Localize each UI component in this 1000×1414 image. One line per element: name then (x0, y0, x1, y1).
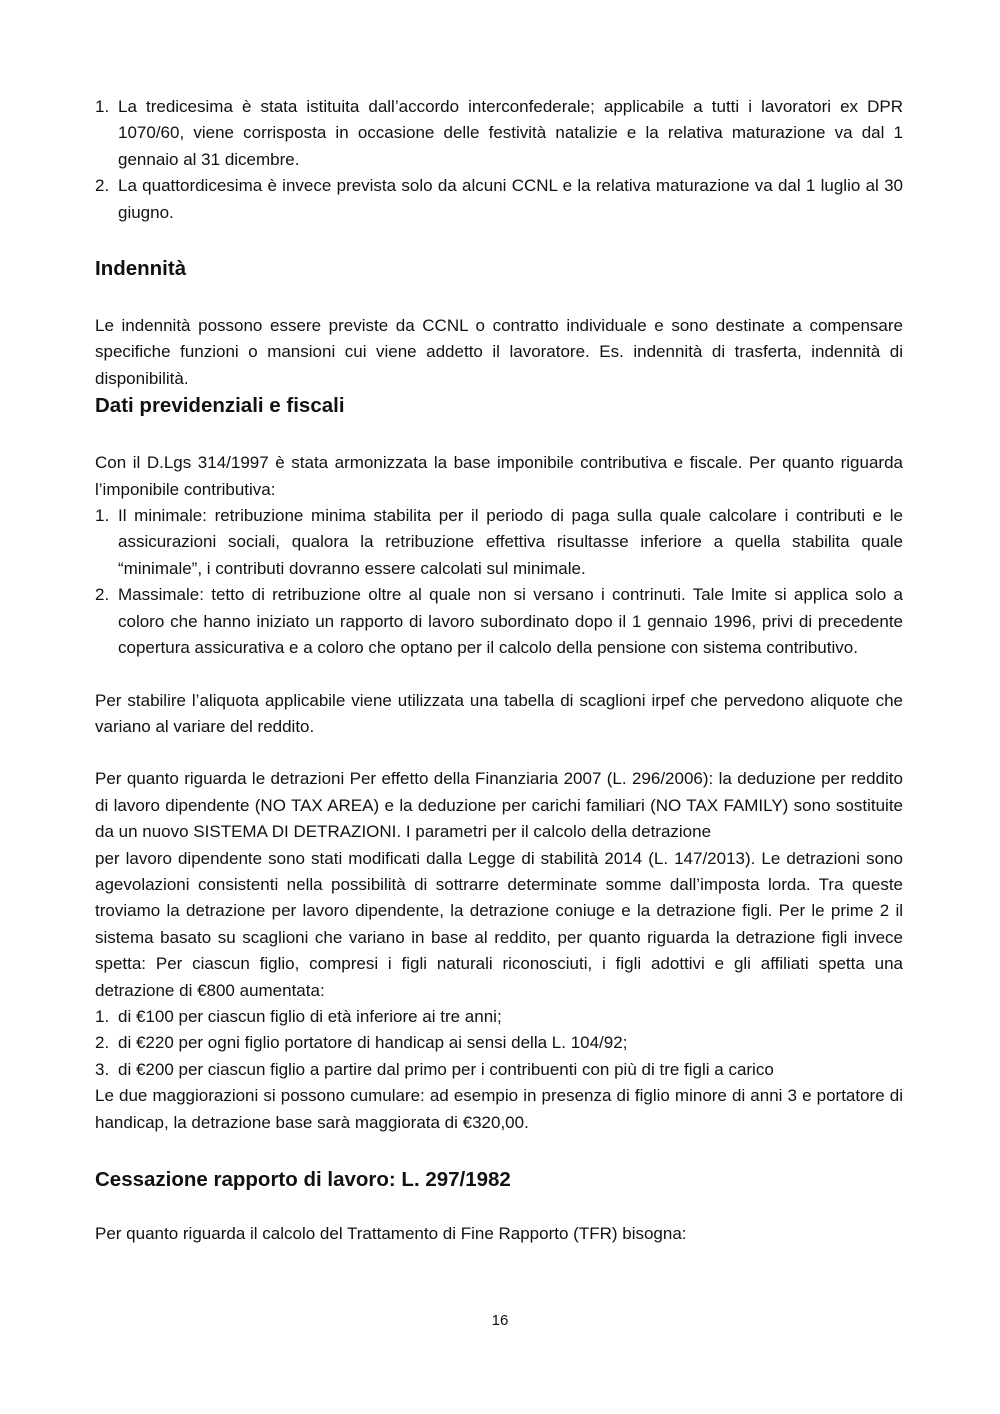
list-item (95, 94, 903, 173)
list-text: Il minimale: retribuzione minima stabilita per il periodo di paga sulla quale calcolare i contributi e le assicurazioni sociali, qualora la retribuzione effettiva risultasse inferiore a quella stabilita quale “minimale”, i contributi dovranno essere calcolati sul minimale. (118, 506, 903, 578)
heading-cessazione: Cessazione rapporto di lavoro: L. 297/1982 (95, 1168, 511, 1191)
list-item (95, 1004, 903, 1030)
heading-indennita: Indennità (95, 257, 187, 281)
list-item (95, 582, 903, 661)
list-number: 1. (95, 1006, 110, 1026)
paragraph-detrazioni-b: per lavoro dipendente sono stati modificati dalla Legge di stabilità 2014 (L. 147/2013). Le detrazioni sono agevolazioni consistenti nella possibilità di sottrarre determinate somme dall’imposta lorda. Tra queste troviamo la detrazione per lavoro dipendente, la detrazione coniuge e la detrazione figli. Per le prime 2 il sistema basato su scaglioni che variano in base al reddito, per quanto riguarda la detrazione figli invece spetta: Per ciascun figlio, compresi i figli naturali riconosciuti, i figli adottivi e gli affiliati spetta una detrazione di €800 aumentata: (95, 848, 903, 1000)
list-text: di €220 per ogni figlio portatore di handicap ai sensi della L. 104/92; (118, 1033, 628, 1053)
paragraph-dati-intro: Con il D.Lgs 314/1997 è stata armonizzata la base imponibile contributiva e fiscale. Per quanto riguarda l’imponibile contributiva: (95, 453, 903, 499)
imponibile-list (95, 503, 903, 661)
list-text: Massimale: tetto di retribuzione oltre al quale non si versano i contrinuti. Tale lmite si applica solo a coloro che hanno iniziato un rapporto di lavoro subordinato dopo il 1 gennaio 1996, privi di precedente copertura assicurativa e a coloro che optano per il calcolo della pensione con sistema contributivo. (118, 585, 903, 658)
list-item (95, 1030, 903, 1056)
paragraph-indennita: Le indennità possono essere previste da CCNL o contratto individuale e sono destinate a compensare specifiche funzioni o mansioni cui viene addetto il lavoratore. Es. indennità di trasferta, indennità di disponibilità. (95, 316, 903, 388)
list-text: La quattordicesima è invece prevista solo da alcuni CCNL e la relativa maturazione va dal 1 luglio al 30 giugno. (118, 176, 903, 222)
list-number: 1. (95, 97, 110, 116)
paragraph-cumulo: Le due maggiorazioni si possono cumulare: ad esempio in presenza di figlio minore di anni 3 e portatore di handicap, la detrazione base sarà maggiorata di €320,00. (95, 1086, 903, 1132)
mensilita-list (95, 94, 903, 226)
detrazioni-list (95, 1004, 903, 1083)
list-text: di €100 per ciascun figlio di età inferiore ai tre anni; (118, 1006, 502, 1026)
list-text: La tredicesima è stata istituita dall’accordo interconfederale; applicabile a tutti i lavoratori ex DPR 1070/60, viene corrisposta in occasione delle festività natalizie e la relativa maturazione va dal 1 gennaio al 31 dicembre. (118, 97, 903, 169)
list-number: 2. (95, 585, 110, 605)
list-number: 2. (95, 1033, 110, 1053)
paragraph-tfr: Per quanto riguarda il calcolo del Trattamento di Fine Rapporto (TFR) bisogna: (95, 1224, 687, 1243)
list-number: 2. (95, 176, 110, 196)
list-item (95, 503, 903, 582)
document-page (95, 94, 903, 1247)
list-item (95, 173, 903, 226)
paragraph-detrazioni-a: Per quanto riguarda le detrazioni Per effetto della Finanziaria 2007 (L. 296/2006): la deduzione per reddito di lavoro dipendente (NO TAX AREA) e la deduzione per carichi familiari (NO TAX FAMILY) sono sostituite da un nuovo SISTEMA DI DETRAZIONI. I parametri per il calcolo della detrazione (95, 769, 903, 842)
heading-dati-previdenziali: Dati previdenziali e fiscali (95, 394, 345, 418)
paragraph-aliquota: Per stabilire l’aliquota applicabile viene utilizzata una tabella di scaglioni irpef che pervedono aliquote che variano al variare del reddito. (95, 690, 903, 736)
list-item (95, 1057, 903, 1083)
list-text: di €200 per ciascun figlio a partire dal primo per i contribuenti con più di tre figli a carico (118, 1059, 774, 1079)
page-number: 16 (491, 1312, 509, 1329)
list-number: 3. (95, 1059, 110, 1079)
list-number: 1. (95, 506, 110, 526)
